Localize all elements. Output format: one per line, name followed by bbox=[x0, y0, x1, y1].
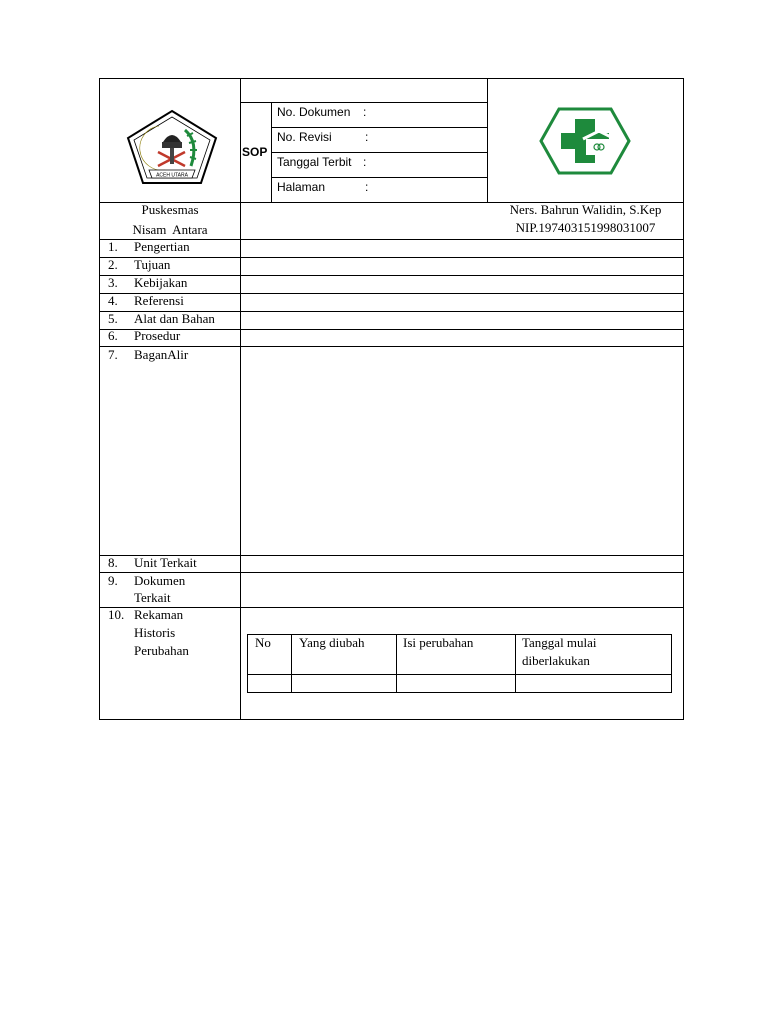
doc-field-colon: : bbox=[365, 130, 369, 144]
right-logo-divider bbox=[487, 78, 488, 202]
history-header-no: No bbox=[255, 635, 271, 650]
section-label-bagan-alir: BaganAlir bbox=[134, 347, 189, 362]
doc-field-colon: : bbox=[363, 105, 367, 119]
history-table-line bbox=[396, 634, 397, 693]
frame-left-border bbox=[99, 78, 100, 720]
label-column-divider bbox=[240, 78, 241, 720]
section-number: 5. bbox=[108, 311, 118, 326]
section-label-dokumen: Dokumen bbox=[134, 573, 186, 588]
section-number: 3. bbox=[108, 275, 118, 290]
section-number: 4. bbox=[108, 293, 118, 308]
history-table-line bbox=[671, 634, 672, 693]
history-header-tanggal-mulai: Tanggal mulai bbox=[522, 635, 597, 650]
section-number: 10. bbox=[108, 607, 125, 622]
history-table-line bbox=[515, 634, 516, 693]
signer-name: Ners. Bahrun Walidin, S.Kep bbox=[509, 202, 662, 217]
history-table-line bbox=[247, 692, 672, 693]
frame-top-border bbox=[99, 78, 684, 79]
section-label-tujuan: Tujuan bbox=[134, 257, 171, 272]
section-number: 6. bbox=[108, 328, 118, 343]
row-line bbox=[99, 572, 684, 573]
doc-field-label: No. Dokumen bbox=[277, 105, 351, 119]
section-label-unit-terkait: Unit Terkait bbox=[134, 555, 197, 570]
org-name-line2: Nisam Antara bbox=[132, 222, 208, 237]
section-number: 8. bbox=[108, 555, 118, 570]
section-number: 2. bbox=[108, 257, 118, 272]
frame-bottom-border bbox=[99, 719, 684, 720]
sop-label: SOP bbox=[242, 145, 268, 159]
signer-nip: NIP.197403151998031007 bbox=[515, 220, 656, 235]
history-table-line bbox=[247, 634, 248, 693]
frame-right-border bbox=[683, 78, 684, 720]
doc-field-colon: : bbox=[365, 180, 369, 194]
org-name-line1: Puskesmas bbox=[141, 202, 199, 217]
history-table-line bbox=[247, 674, 672, 675]
section-label-kebijakan: Kebijakan bbox=[134, 275, 188, 290]
doc-field-colon: : bbox=[363, 155, 367, 169]
section-label-prosedur: Prosedur bbox=[134, 328, 181, 343]
section-label-pengertian: Pengertian bbox=[134, 239, 190, 254]
doc-field-label: No. Revisi bbox=[277, 130, 332, 144]
emblem-ribbon-text: ACEH UTARA bbox=[156, 172, 188, 179]
row-line bbox=[99, 257, 684, 258]
history-table-line bbox=[291, 634, 292, 693]
puskesmas-green-cross-icon bbox=[539, 107, 631, 175]
history-header-isi-perubahan: Isi perubahan bbox=[403, 635, 474, 650]
history-header-yang-diubah: Yang diubah bbox=[299, 635, 365, 650]
doc-field-label: Tanggal Terbit bbox=[277, 155, 352, 169]
section-label-terkait: Terkait bbox=[134, 590, 171, 605]
doc-field-label: Halaman bbox=[277, 180, 326, 194]
section-label-alat-dan-bahan: Alat dan Bahan bbox=[134, 311, 215, 326]
row-line bbox=[99, 293, 684, 294]
section-label-perubahan: Perubahan bbox=[134, 643, 189, 658]
section-label-historis: Historis bbox=[134, 625, 176, 640]
history-header-diberlakukan: diberlakukan bbox=[522, 653, 590, 668]
section-number: 7. bbox=[108, 347, 118, 362]
section-label-rekaman: Rekaman bbox=[134, 607, 184, 622]
section-number: 1. bbox=[108, 239, 118, 254]
section-label-referensi: Referensi bbox=[134, 293, 184, 308]
row-line bbox=[99, 607, 684, 608]
aceh-utara-emblem-icon bbox=[125, 108, 219, 186]
row-line bbox=[99, 329, 684, 330]
section-number: 9. bbox=[108, 573, 118, 588]
